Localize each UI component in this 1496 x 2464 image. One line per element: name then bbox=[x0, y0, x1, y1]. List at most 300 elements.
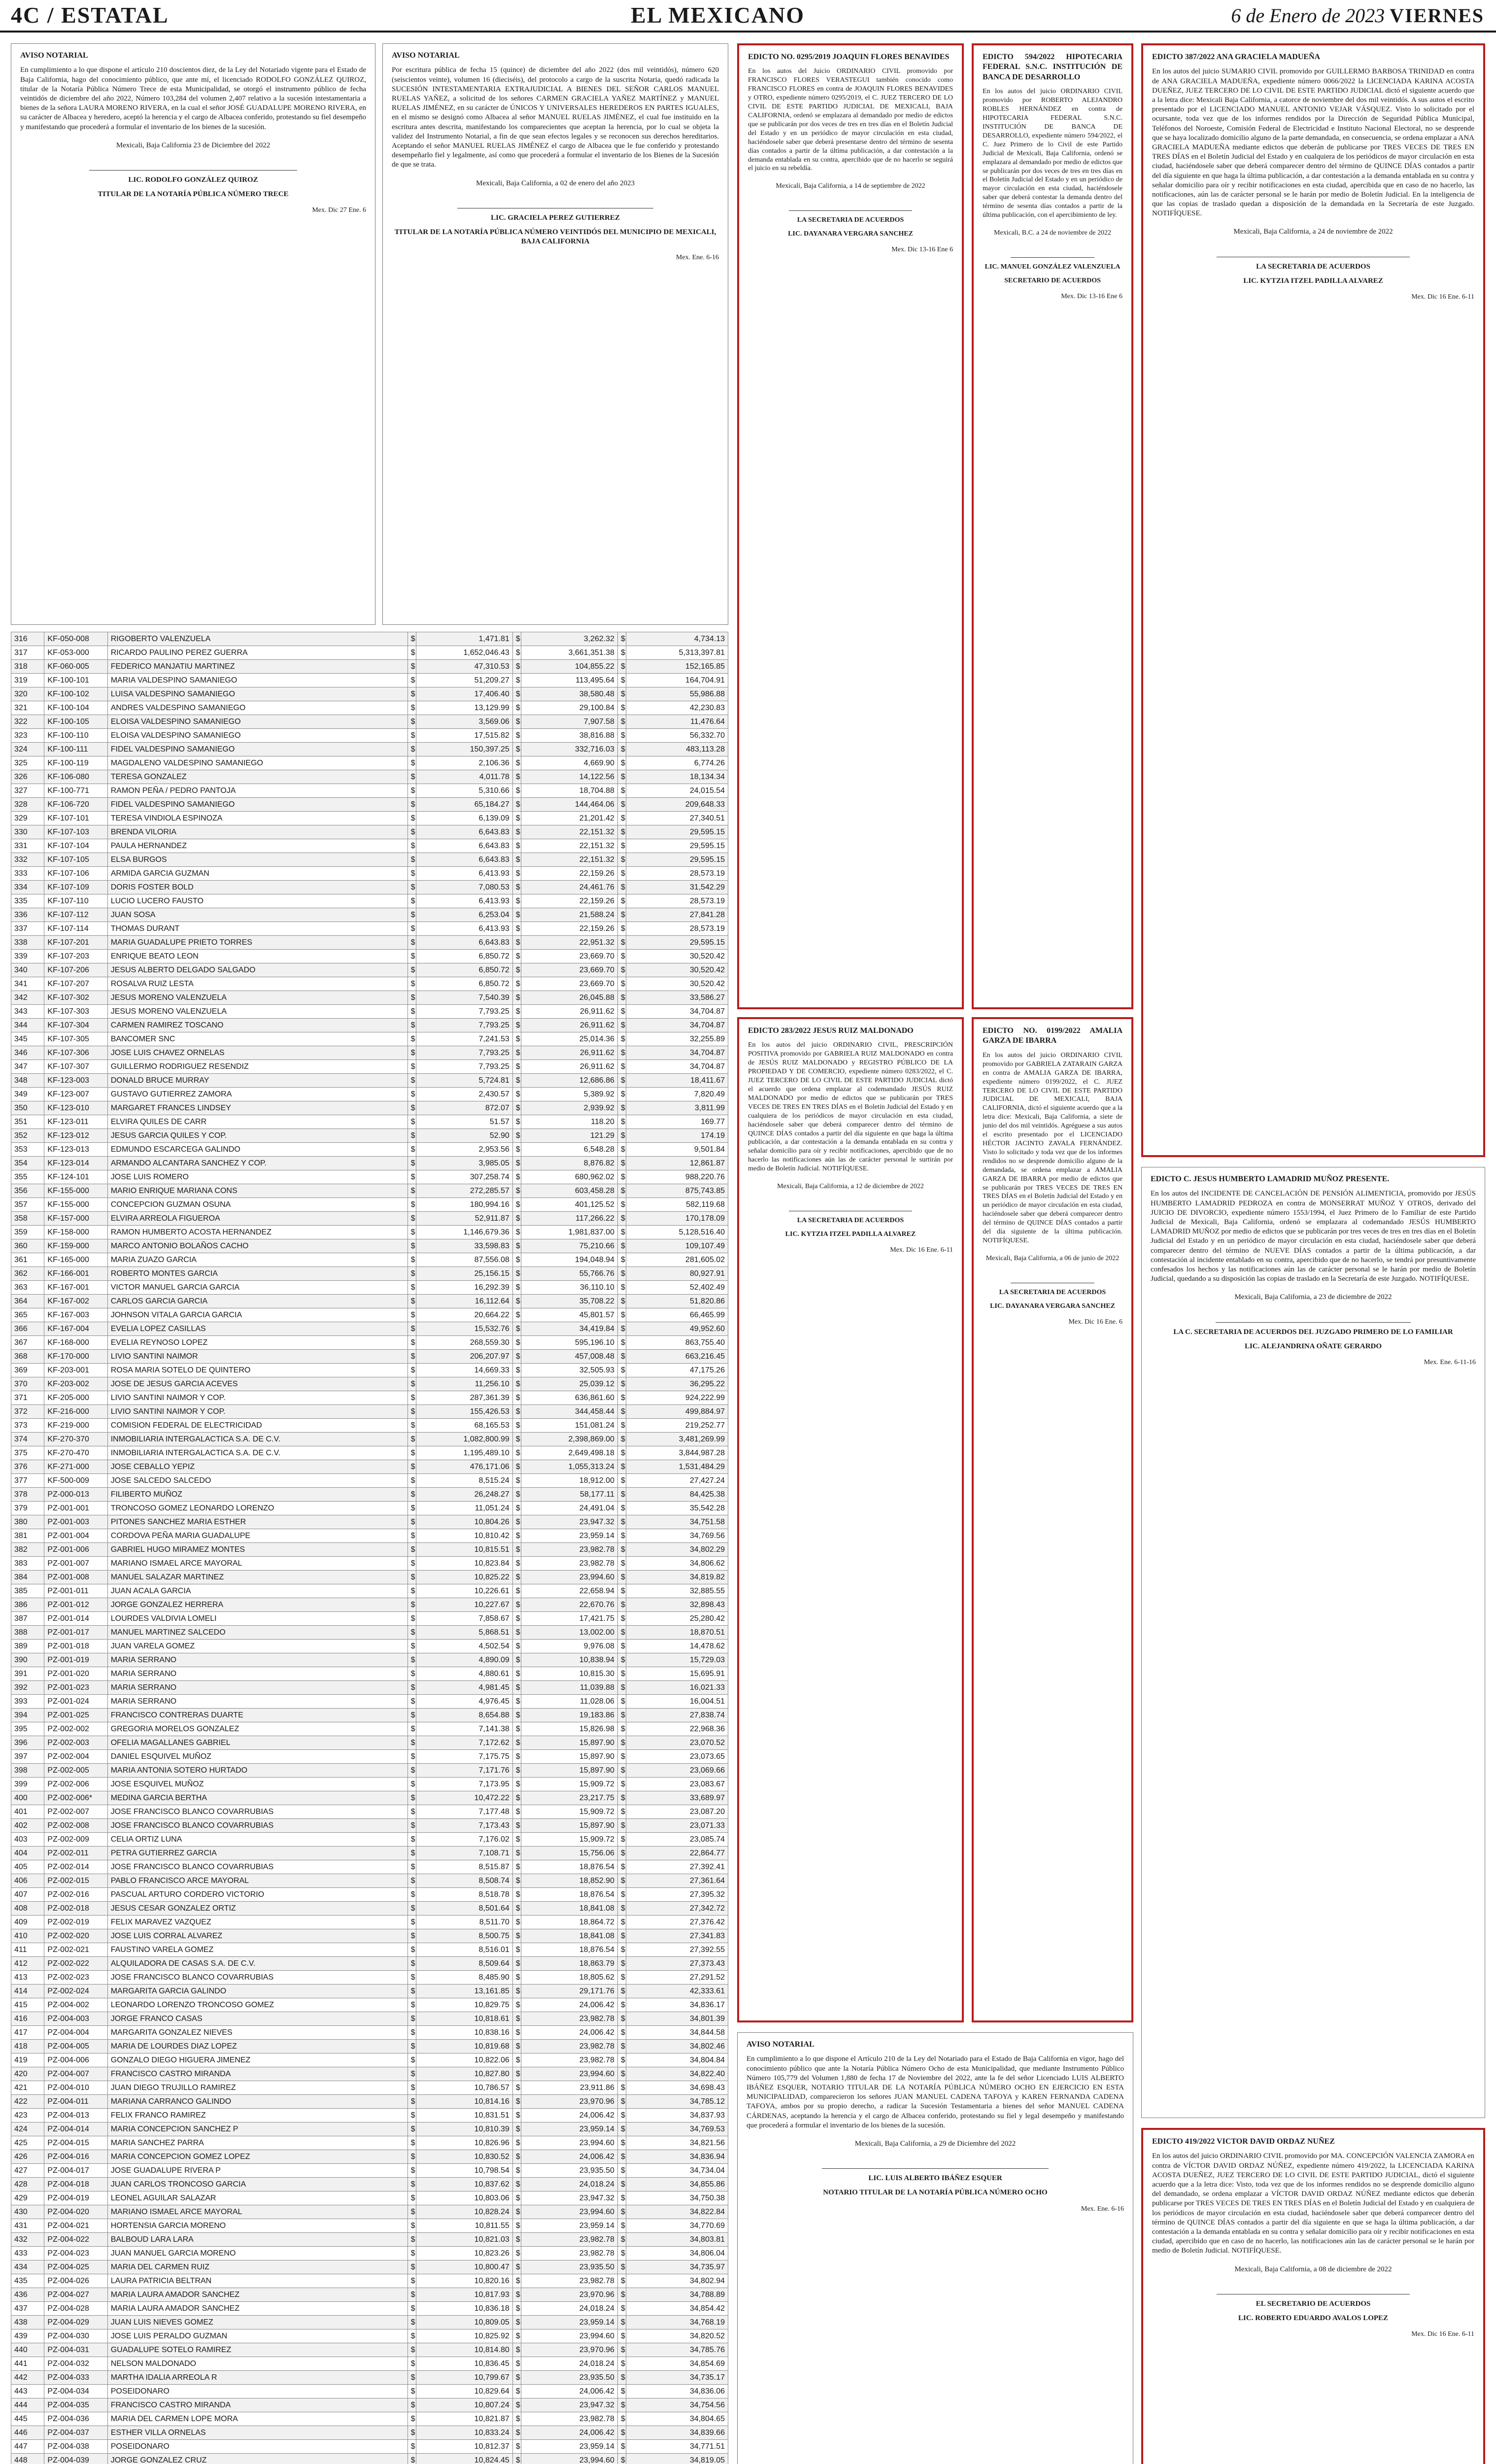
amount-surcharges: 18,876.54 bbox=[521, 1943, 618, 1957]
currency-symbol: $ bbox=[408, 2095, 416, 2109]
amount-total: 27,395.32 bbox=[626, 1888, 728, 1902]
amount-principal: 4,981.45 bbox=[416, 1681, 513, 1695]
amount-surcharges: 8,876.82 bbox=[521, 1157, 618, 1170]
table-row bbox=[11, 1571, 728, 1584]
amount-principal: 6,413.93 bbox=[416, 894, 513, 908]
currency-symbol: $ bbox=[617, 1184, 626, 1198]
currency-symbol: $ bbox=[617, 1929, 626, 1943]
owner-name: JUAN LUIS NIEVES GOMEZ bbox=[107, 2316, 408, 2329]
table-row bbox=[11, 1557, 728, 1571]
account-key: KF-107-201 bbox=[44, 936, 107, 950]
currency-symbol: $ bbox=[408, 2219, 416, 2233]
account-key: KF-158-000 bbox=[44, 1226, 107, 1239]
amount-principal: 26,248.27 bbox=[416, 1488, 513, 1502]
currency-symbol: $ bbox=[408, 1819, 416, 1833]
currency-symbol: $ bbox=[512, 1626, 521, 1640]
amount-surcharges: 23,959.14 bbox=[521, 2219, 618, 2233]
amount-principal: 17,406.40 bbox=[416, 687, 513, 701]
amount-surcharges: 23,959.14 bbox=[521, 1529, 618, 1543]
notice-title: AVISO NOTARIAL bbox=[392, 51, 460, 60]
table-row bbox=[11, 2053, 728, 2067]
owner-name: VICTOR MANUEL GARCIA GARCIA bbox=[107, 1281, 408, 1295]
owner-name: MEDINA GARCIA BERTHA bbox=[107, 1791, 408, 1805]
currency-symbol: $ bbox=[512, 2316, 521, 2329]
amount-total: 31,542.29 bbox=[626, 881, 728, 894]
amount-principal: 6,850.72 bbox=[416, 963, 513, 977]
amount-principal: 10,803.06 bbox=[416, 2191, 513, 2205]
table-row bbox=[11, 1212, 728, 1226]
notice-ref: Mex. Ene. 6-16 bbox=[676, 254, 719, 262]
currency-symbol: $ bbox=[617, 1088, 626, 1101]
amount-total: 34,844.58 bbox=[626, 2026, 728, 2040]
amount-principal: 14,669.33 bbox=[416, 1364, 513, 1377]
account-key: PZ-004-004 bbox=[44, 2026, 107, 2040]
owner-name: JOSE SALCEDO SALCEDO bbox=[107, 1474, 408, 1488]
currency-symbol: $ bbox=[512, 812, 521, 825]
table-row bbox=[11, 1295, 728, 1308]
currency-symbol: $ bbox=[617, 853, 626, 867]
currency-symbol: $ bbox=[512, 784, 521, 798]
notice-title: EDICTO 594/2022 HIPOTECARIA FEDERAL S.N.C. INSTITUCIÓN DE BANCA DE DESARROLLO bbox=[983, 53, 1122, 81]
currency-symbol: $ bbox=[617, 1267, 626, 1281]
account-key: KF-100-105 bbox=[44, 715, 107, 729]
row-number: 346 bbox=[11, 1046, 44, 1060]
currency-symbol: $ bbox=[408, 812, 416, 825]
owner-name: MARGARET FRANCES LINDSEY bbox=[107, 1101, 408, 1115]
row-number: 447 bbox=[11, 2440, 44, 2454]
currency-symbol: $ bbox=[617, 687, 626, 701]
amount-principal: 10,830.52 bbox=[416, 2150, 513, 2164]
amount-surcharges: 23,935.50 bbox=[521, 2164, 618, 2178]
amount-principal: 6,643.83 bbox=[416, 853, 513, 867]
amount-surcharges: 18,704.88 bbox=[521, 784, 618, 798]
currency-symbol: $ bbox=[617, 1888, 626, 1902]
currency-symbol: $ bbox=[512, 1226, 521, 1239]
amount-principal: 3,569.06 bbox=[416, 715, 513, 729]
currency-symbol: $ bbox=[512, 1088, 521, 1101]
owner-name: ENRIQUE BEATO LEON bbox=[107, 950, 408, 963]
amount-total: 863,755.40 bbox=[626, 1336, 728, 1350]
table-row bbox=[11, 867, 728, 881]
amount-principal: 10,836.45 bbox=[416, 2357, 513, 2371]
amount-total: 32,255.89 bbox=[626, 1032, 728, 1046]
amount-principal: 13,129.99 bbox=[416, 701, 513, 715]
table-row bbox=[11, 1460, 728, 1474]
amount-principal: 10,838.16 bbox=[416, 2026, 513, 2040]
amount-principal: 8,515.87 bbox=[416, 1860, 513, 1874]
row-number: 389 bbox=[11, 1640, 44, 1653]
notice-title: EDICTO NO. 0295/2019 JOAQUIN FLORES BENAVIDES bbox=[748, 53, 950, 61]
amount-total: 16,004.51 bbox=[626, 1695, 728, 1709]
amount-total: 109,107.49 bbox=[626, 1239, 728, 1253]
table-row bbox=[11, 2357, 728, 2371]
amount-total: 66,465.99 bbox=[626, 1308, 728, 1322]
amount-total: 499,884.97 bbox=[626, 1405, 728, 1419]
currency-symbol: $ bbox=[617, 2205, 626, 2219]
table-row bbox=[11, 950, 728, 963]
amount-total: 34,704.87 bbox=[626, 1046, 728, 1060]
amount-surcharges: 13,002.00 bbox=[521, 1626, 618, 1640]
currency-symbol: $ bbox=[408, 1405, 416, 1419]
account-key: PZ-004-029 bbox=[44, 2316, 107, 2329]
amount-principal: 65,184.27 bbox=[416, 798, 513, 812]
account-key: KF-107-110 bbox=[44, 894, 107, 908]
currency-symbol: $ bbox=[408, 1446, 416, 1460]
currency-symbol: $ bbox=[408, 1184, 416, 1198]
amount-principal: 10,825.92 bbox=[416, 2329, 513, 2343]
account-key: KF-107-306 bbox=[44, 1046, 107, 1060]
owner-name: MARIA ANTONIA SOTERO HURTADO bbox=[107, 1764, 408, 1778]
currency-symbol: $ bbox=[617, 2288, 626, 2302]
currency-symbol: $ bbox=[512, 1198, 521, 1212]
account-key: PZ-001-025 bbox=[44, 1709, 107, 1722]
account-key: KF-107-104 bbox=[44, 839, 107, 853]
currency-symbol: $ bbox=[408, 1902, 416, 1916]
currency-symbol: $ bbox=[408, 1336, 416, 1350]
account-key: PZ-004-037 bbox=[44, 2426, 107, 2440]
table-row bbox=[11, 1860, 728, 1874]
row-number: 324 bbox=[11, 743, 44, 756]
account-key: KF-500-009 bbox=[44, 1474, 107, 1488]
amount-principal: 16,292.39 bbox=[416, 1281, 513, 1295]
notice-signer: LIC. GRACIELA PEREZ GUTIERREZ bbox=[491, 213, 620, 222]
owner-name: JUAN VARELA GOMEZ bbox=[107, 1640, 408, 1653]
row-number: 368 bbox=[11, 1350, 44, 1364]
currency-symbol: $ bbox=[512, 2026, 521, 2040]
account-key: PZ-001-018 bbox=[44, 1640, 107, 1653]
amount-surcharges: 23,994.60 bbox=[521, 2329, 618, 2343]
currency-symbol: $ bbox=[617, 1847, 626, 1860]
currency-symbol: $ bbox=[512, 674, 521, 687]
amount-surcharges: 24,006.42 bbox=[521, 2426, 618, 2440]
currency-symbol: $ bbox=[512, 2053, 521, 2067]
currency-symbol: $ bbox=[617, 1681, 626, 1695]
currency-symbol: $ bbox=[408, 743, 416, 756]
currency-symbol: $ bbox=[512, 1184, 521, 1198]
amount-surcharges: 22,159.26 bbox=[521, 922, 618, 936]
amount-total: 11,476.64 bbox=[626, 715, 728, 729]
currency-symbol: $ bbox=[408, 1281, 416, 1295]
table-row bbox=[11, 1391, 728, 1405]
notice-place-date: Mexicali, Baja California, a 08 de diciembre de 2022 bbox=[1234, 2265, 1392, 2273]
currency-symbol: $ bbox=[512, 2219, 521, 2233]
currency-symbol: $ bbox=[512, 1322, 521, 1336]
currency-symbol: $ bbox=[512, 2233, 521, 2247]
owner-name: MARIA SERRANO bbox=[107, 1653, 408, 1667]
owner-name: JESUS MORENO VALENZUELA bbox=[107, 1005, 408, 1019]
table-row bbox=[11, 2426, 728, 2440]
currency-symbol: $ bbox=[617, 1722, 626, 1736]
amount-principal: 33,598.83 bbox=[416, 1239, 513, 1253]
table-row bbox=[11, 1805, 728, 1819]
currency-symbol: $ bbox=[512, 2247, 521, 2260]
amount-surcharges: 23,959.14 bbox=[521, 2440, 618, 2454]
row-number: 419 bbox=[11, 2053, 44, 2067]
owner-name: MARIA SERRANO bbox=[107, 1681, 408, 1695]
currency-symbol: $ bbox=[617, 2109, 626, 2122]
row-number: 371 bbox=[11, 1391, 44, 1405]
currency-symbol: $ bbox=[617, 784, 626, 798]
amount-principal: 10,823.84 bbox=[416, 1557, 513, 1571]
amount-principal: 6,643.83 bbox=[416, 839, 513, 853]
row-number: 414 bbox=[11, 1985, 44, 1998]
amount-total: 15,729.03 bbox=[626, 1653, 728, 1667]
currency-symbol: $ bbox=[408, 936, 416, 950]
table-row bbox=[11, 1612, 728, 1626]
table-row bbox=[11, 853, 728, 867]
currency-symbol: $ bbox=[617, 1460, 626, 1474]
account-key: PZ-004-034 bbox=[44, 2385, 107, 2398]
currency-symbol: $ bbox=[408, 1308, 416, 1322]
notice-ref: Mex. Dic 16 Ene. 6-11 bbox=[1411, 293, 1474, 301]
owner-name: ARMIDA GARCIA GUZMAN bbox=[107, 867, 408, 881]
owner-name: JOSE FRANCISCO BLANCO COVARRUBIAS bbox=[107, 1860, 408, 1874]
currency-symbol: $ bbox=[408, 1612, 416, 1626]
row-number: 405 bbox=[11, 1860, 44, 1874]
currency-symbol: $ bbox=[408, 2412, 416, 2426]
row-number: 359 bbox=[11, 1226, 44, 1239]
amount-surcharges: 603,458.28 bbox=[521, 1184, 618, 1198]
currency-symbol: $ bbox=[512, 2109, 521, 2122]
currency-symbol: $ bbox=[512, 1364, 521, 1377]
amount-surcharges: 15,897.90 bbox=[521, 1736, 618, 1750]
currency-symbol: $ bbox=[617, 2302, 626, 2316]
amount-principal: 8,515.24 bbox=[416, 1474, 513, 1488]
currency-symbol: $ bbox=[617, 1543, 626, 1557]
notice-place-date: Mexicali, Baja California, a 29 de Diciembre del 2022 bbox=[854, 2139, 1016, 2148]
amount-total: 34,769.56 bbox=[626, 1529, 728, 1543]
currency-symbol: $ bbox=[512, 1985, 521, 1998]
currency-symbol: $ bbox=[617, 1433, 626, 1446]
amount-surcharges: 24,006.42 bbox=[521, 2109, 618, 2122]
row-number: 418 bbox=[11, 2040, 44, 2053]
amount-total: 219,252.77 bbox=[626, 1419, 728, 1433]
notice-ref: Mex. Ene. 6-16 bbox=[1081, 2205, 1124, 2213]
currency-symbol: $ bbox=[617, 2426, 626, 2440]
currency-symbol: $ bbox=[617, 2412, 626, 2426]
currency-symbol: $ bbox=[617, 1019, 626, 1032]
row-number: 388 bbox=[11, 1626, 44, 1640]
row-number: 410 bbox=[11, 1929, 44, 1943]
notice-title: EDICTO NO. 0199/2022 AMALIA GARZA DE IBARRA bbox=[983, 1027, 1122, 1045]
currency-symbol: $ bbox=[617, 2053, 626, 2067]
owner-name: LIVIO SANTINI NAIMOR Y COP. bbox=[107, 1405, 408, 1419]
currency-symbol: $ bbox=[408, 2164, 416, 2178]
account-key: PZ-001-007 bbox=[44, 1557, 107, 1571]
row-number: 381 bbox=[11, 1529, 44, 1543]
amount-surcharges: 3,661,351.38 bbox=[521, 646, 618, 660]
currency-symbol: $ bbox=[408, 853, 416, 867]
account-key: PZ-004-015 bbox=[44, 2136, 107, 2150]
notice-role: LIC. DAYANARA VERGARA SANCHEZ bbox=[788, 230, 913, 238]
owner-name: JOSE FRANCISCO BLANCO COVARRUBIAS bbox=[107, 1819, 408, 1833]
amount-surcharges: 32,505.93 bbox=[521, 1364, 618, 1377]
amount-surcharges: 15,909.72 bbox=[521, 1778, 618, 1791]
currency-symbol: $ bbox=[617, 1571, 626, 1584]
amount-principal: 10,810.39 bbox=[416, 2122, 513, 2136]
amount-principal: 872.07 bbox=[416, 1101, 513, 1115]
account-key: KF-205-000 bbox=[44, 1391, 107, 1405]
currency-symbol: $ bbox=[617, 660, 626, 674]
amount-surcharges: 34,419.84 bbox=[521, 1322, 618, 1336]
amount-total: 29,595.15 bbox=[626, 936, 728, 950]
amount-total: 34,854.42 bbox=[626, 2302, 728, 2316]
owner-name: COMISION FEDERAL DE ELECTRICIDAD bbox=[107, 1419, 408, 1433]
currency-symbol: $ bbox=[617, 1157, 626, 1170]
currency-symbol: $ bbox=[617, 1488, 626, 1502]
amount-surcharges: 18,912.00 bbox=[521, 1474, 618, 1488]
currency-symbol: $ bbox=[512, 2260, 521, 2274]
row-number: 338 bbox=[11, 936, 44, 950]
amount-total: 34,735.97 bbox=[626, 2260, 728, 2274]
currency-symbol: $ bbox=[512, 1019, 521, 1032]
account-key: KF-123-014 bbox=[44, 1157, 107, 1170]
amount-principal: 476,171.06 bbox=[416, 1460, 513, 1474]
table-row bbox=[11, 1916, 728, 1929]
currency-symbol: $ bbox=[512, 1433, 521, 1446]
currency-symbol: $ bbox=[408, 2040, 416, 2053]
account-key: PZ-001-004 bbox=[44, 1529, 107, 1543]
owner-name: JUAN MANUEL GARCIA MORENO bbox=[107, 2247, 408, 2260]
account-key: KF-270-470 bbox=[44, 1446, 107, 1460]
amount-total: 875,743.85 bbox=[626, 1184, 728, 1198]
owner-name: ESTHER VILLA ORNELAS bbox=[107, 2426, 408, 2440]
account-key: PZ-001-001 bbox=[44, 1502, 107, 1515]
account-key: PZ-004-028 bbox=[44, 2302, 107, 2316]
amount-total: 36,295.22 bbox=[626, 1377, 728, 1391]
row-number: 441 bbox=[11, 2357, 44, 2371]
account-key: PZ-004-031 bbox=[44, 2343, 107, 2357]
amount-principal: 5,868.51 bbox=[416, 1626, 513, 1640]
notice-title: EDICTO 419/2022 VICTOR DAVID ORDAZ NUÑEZ bbox=[1152, 2137, 1335, 2146]
notice-place-date: Mexicali, B.C. a 24 de noviembre de 2022 bbox=[994, 229, 1111, 237]
account-key: KF-271-000 bbox=[44, 1460, 107, 1474]
row-number: 440 bbox=[11, 2343, 44, 2357]
amount-total: 3,481,269.99 bbox=[626, 1433, 728, 1446]
owner-name: JESUS GARCIA QUILES Y COP. bbox=[107, 1129, 408, 1143]
currency-symbol: $ bbox=[617, 1350, 626, 1364]
currency-symbol: $ bbox=[408, 1474, 416, 1488]
amount-total: 924,222.99 bbox=[626, 1391, 728, 1405]
currency-symbol: $ bbox=[617, 1529, 626, 1543]
currency-symbol: $ bbox=[512, 1529, 521, 1543]
row-number: 330 bbox=[11, 825, 44, 839]
currency-symbol: $ bbox=[408, 963, 416, 977]
amount-surcharges: 151,081.24 bbox=[521, 1419, 618, 1433]
currency-symbol: $ bbox=[617, 825, 626, 839]
currency-symbol: $ bbox=[617, 2343, 626, 2357]
amount-surcharges: 23,217.75 bbox=[521, 1791, 618, 1805]
account-key: KF-123-013 bbox=[44, 1143, 107, 1157]
currency-symbol: $ bbox=[512, 963, 521, 977]
notice-notarial-13 bbox=[11, 43, 375, 625]
row-number: 357 bbox=[11, 1198, 44, 1212]
owner-name: FIDEL VALDESPINO SAMANIEGO bbox=[107, 743, 408, 756]
notice-body: En los autos del juicio ORDINARIO CIVIL, PRESCRIPCIÓN POSITIVA promovido por GABRIELA RUIZ MALDONADO en contra de JESÚS RUIZ MALDONADO y REGISTRO PÚBLICO DE LA PROPIEDAD Y DE COMERCIO, expediente número 0283/2022, el C. JUEZ TERCERO DE LO CIVIL DE ESTE PARTIDO JUDICIAL dictó el acuerdo que ordena emplazar al codemandado JESÚS RUIZ MALDONADO por medio de edictos que se publicarán por TRES VECES DE TRES EN TRES DÍAS en el Boletín Judicial del Estado y en cualquiera de los periódicos de mayor circulación en esta ciudad, haciéndosele saber que deberá comparecer dentro del término de QUINCE DÍAS contados a partir del día siguiente en que haga la última publicación, a dar contestación a la demanda entablada en su contra y señalar domicilio para oír y recibir notificaciones, apercibido que de no hacerlo las notificaciones aún las de carácter personal le surtirán por medio de Boletín Judicial. NOTIFÍQUESE. bbox=[748, 1041, 953, 1173]
table-row bbox=[11, 2122, 728, 2136]
notice-edicto-0199 bbox=[972, 1017, 1133, 2022]
currency-symbol: $ bbox=[408, 2302, 416, 2316]
account-key: PZ-004-013 bbox=[44, 2109, 107, 2122]
row-number: 387 bbox=[11, 1612, 44, 1626]
amount-total: 23,087.20 bbox=[626, 1805, 728, 1819]
account-key: PZ-002-020 bbox=[44, 1929, 107, 1943]
currency-symbol: $ bbox=[408, 977, 416, 991]
owner-name: FELIX MARAVEZ VAZQUEZ bbox=[107, 1916, 408, 1929]
currency-symbol: $ bbox=[512, 922, 521, 936]
currency-symbol: $ bbox=[512, 2426, 521, 2440]
amount-total: 34,803.81 bbox=[626, 2233, 728, 2247]
owner-name: ANDRES VALDESPINO SAMANIEGO bbox=[107, 701, 408, 715]
amount-surcharges: 26,045.88 bbox=[521, 991, 618, 1005]
row-number: 430 bbox=[11, 2205, 44, 2219]
notice-body: En los autos del juicio ORDINARIO CIVIL promovido por ROBERTO ALEJANDRO ROBLES HERNÁNDEZ en contra de HIPOTECARIA FEDERAL S.N.C. INSTITUCIÓN DE BANCA DE DESARROLLO, expediente número 594/2022, el C. Juez Primero de lo Civil de este Partido Judicial de Mexicali, Baja California, ordenó se emplazara al demandado por medio de edictos que se publicarán por dos veces de tres en tres días en el Boletín Judicial del Estado y en un periódico de mayor circulación en esta ciudad, haciéndosele saber que deberá contestar la demanda dentro del término de sesenta días contados a partir de la última publicación, con el apercibimiento de ley. bbox=[983, 88, 1122, 219]
currency-symbol: $ bbox=[408, 2150, 416, 2164]
amount-surcharges: 22,951.32 bbox=[521, 936, 618, 950]
amount-surcharges: 2,939.92 bbox=[521, 1101, 618, 1115]
currency-symbol: $ bbox=[617, 1143, 626, 1157]
currency-symbol: $ bbox=[512, 2288, 521, 2302]
amount-surcharges: 23,982.78 bbox=[521, 2274, 618, 2288]
amount-principal: 47,310.53 bbox=[416, 660, 513, 674]
table-row bbox=[11, 1336, 728, 1350]
table-row bbox=[11, 687, 728, 701]
amount-total: 42,333.61 bbox=[626, 1985, 728, 1998]
currency-symbol: $ bbox=[408, 2288, 416, 2302]
currency-symbol: $ bbox=[512, 1833, 521, 1847]
currency-symbol: $ bbox=[617, 701, 626, 715]
table-row bbox=[11, 1322, 728, 1336]
amount-principal: 10,827.80 bbox=[416, 2067, 513, 2081]
currency-symbol: $ bbox=[408, 867, 416, 881]
row-number: 326 bbox=[11, 770, 44, 784]
currency-symbol: $ bbox=[408, 715, 416, 729]
amount-principal: 10,800.47 bbox=[416, 2260, 513, 2274]
owner-name: JUAN DIEGO TRUJILLO RAMIREZ bbox=[107, 2081, 408, 2095]
currency-symbol: $ bbox=[617, 2081, 626, 2095]
account-key: PZ-001-012 bbox=[44, 1598, 107, 1612]
owner-name: MARIA VALDESPINO SAMANIEGO bbox=[107, 674, 408, 687]
row-number: 397 bbox=[11, 1750, 44, 1764]
currency-symbol: $ bbox=[617, 1005, 626, 1019]
amount-principal: 52.90 bbox=[416, 1129, 513, 1143]
currency-symbol: $ bbox=[512, 1640, 521, 1653]
owner-name: FRANCISCO CASTRO MIRANDA bbox=[107, 2067, 408, 2081]
amount-total: 16,021.33 bbox=[626, 1681, 728, 1695]
table-row bbox=[11, 1653, 728, 1667]
currency-symbol: $ bbox=[512, 2164, 521, 2178]
account-key: PZ-002-006 bbox=[44, 1778, 107, 1791]
owner-name: JOSE FRANCISCO BLANCO COVARRUBIAS bbox=[107, 1971, 408, 1985]
currency-symbol: $ bbox=[512, 1998, 521, 2012]
amount-total: 55,986.88 bbox=[626, 687, 728, 701]
currency-symbol: $ bbox=[512, 1446, 521, 1460]
currency-symbol: $ bbox=[617, 729, 626, 743]
account-key: PZ-002-002 bbox=[44, 1722, 107, 1736]
currency-symbol: $ bbox=[512, 2371, 521, 2385]
table-row bbox=[11, 2081, 728, 2095]
amount-principal: 10,818.61 bbox=[416, 2012, 513, 2026]
account-key: KF-123-010 bbox=[44, 1101, 107, 1115]
amount-total: 34,698.43 bbox=[626, 2081, 728, 2095]
currency-symbol: $ bbox=[408, 894, 416, 908]
currency-symbol: $ bbox=[617, 2454, 626, 2464]
currency-symbol: $ bbox=[408, 2440, 416, 2454]
owner-name: INMOBILIARIA INTERGALACTICA S.A. DE C.V. bbox=[107, 1433, 408, 1446]
amount-total: 27,373.43 bbox=[626, 1957, 728, 1971]
amount-surcharges: 595,196.10 bbox=[521, 1336, 618, 1350]
account-key: KF-060-005 bbox=[44, 660, 107, 674]
